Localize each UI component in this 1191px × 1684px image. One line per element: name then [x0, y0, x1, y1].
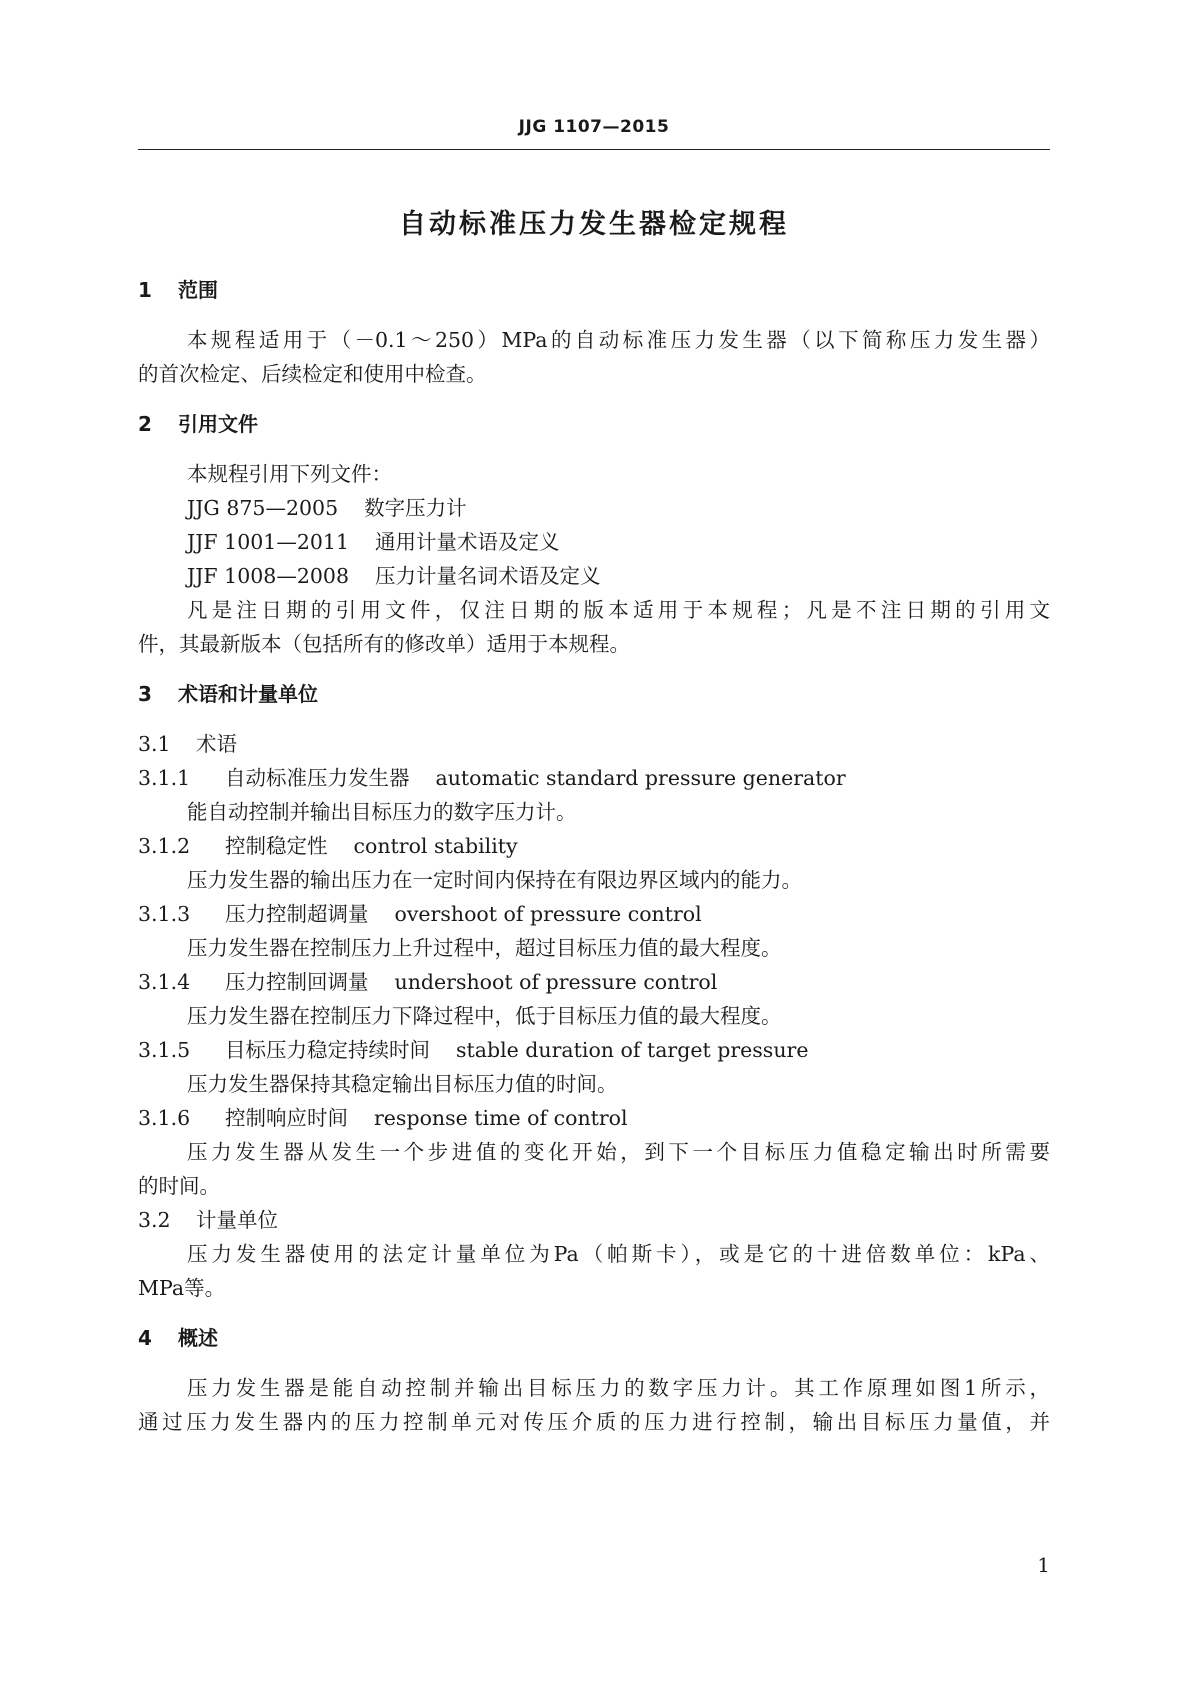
term-number: 3.1.1: [138, 766, 191, 790]
term-definition: 压力发生器在控制压力下降过程中，低于目标压力值的最大程度。: [187, 1004, 782, 1028]
page-number: 1: [1037, 1553, 1050, 1577]
term-number: 3.1.4: [138, 970, 191, 994]
paragraph-line: 件，其最新版本（包括所有的修改单）适用于本规程。: [138, 632, 630, 656]
term-cn: 自动标准压力发生器: [225, 766, 410, 790]
reference-title: 数字压力计: [364, 496, 467, 520]
term-en: undershoot of pressure control: [394, 970, 718, 994]
term-cn: 压力控制回调量: [225, 970, 369, 994]
section-title: 术语和计量单位: [178, 682, 318, 706]
section-number: 4: [138, 1326, 152, 1350]
term-number: 3.1.2: [138, 834, 191, 858]
section-title: 范围: [178, 278, 218, 302]
section-number: 2: [138, 412, 152, 436]
term-definition: 压力发生器保持其稳定输出目标压力值的时间。: [187, 1072, 618, 1096]
term-3-1-6: [138, 1104, 1050, 1132]
term-definition: 压力发生器从发生一个步进值的变化开始，到下一个目标压力值稳定输出时所需要: [187, 1140, 1050, 1164]
paragraph-line: 通过压力发生器内的压力控制单元对传压介质的压力进行控制，输出目标压力量值，并: [138, 1410, 1050, 1434]
subsection-number: 3.1: [138, 732, 171, 756]
term-number: 3.1.3: [138, 902, 191, 926]
paragraph-line: 本规程适用于（－0.1～250）MPa的自动标准压力发生器（以下简称压力发生器）: [187, 328, 1050, 352]
section-title: 引用文件: [178, 412, 258, 436]
term-cn: 目标压力稳定持续时间: [225, 1038, 430, 1062]
paragraph-line: MPa等。: [138, 1276, 226, 1300]
paragraph-line: 压力发生器是能自动控制并输出目标压力的数字压力计。其工作原理如图1所示，: [187, 1376, 1050, 1400]
section-number: 1: [138, 278, 152, 302]
term-en: automatic standard pressure generator: [435, 766, 846, 790]
reference-title: 通用计量术语及定义: [375, 530, 560, 554]
term-definition: 能自动控制并输出目标压力的数字压力计。: [187, 800, 577, 824]
reference-code: JJF 1008—2008: [187, 564, 350, 588]
term-3-1-3: [138, 900, 1050, 928]
paragraph-line: 压力发生器使用的法定计量单位为Pa（帕斯卡），或是它的十进倍数单位：kPa、: [187, 1242, 1050, 1266]
subsection-3-2-heading: [138, 1206, 1050, 1234]
term-en: stable duration of target pressure: [456, 1038, 809, 1062]
reference-item: [187, 528, 1050, 556]
term-definition: 压力发生器的输出压力在一定时间内保持在有限边界区域内的能力。: [187, 868, 802, 892]
term-en: response time of control: [374, 1106, 628, 1130]
term-en: control stability: [353, 834, 518, 858]
reference-title: 压力计量名词术语及定义: [375, 564, 601, 588]
term-3-1-5: [138, 1036, 1050, 1064]
subsection-number: 3.2: [138, 1208, 171, 1232]
reference-item: [187, 494, 1050, 522]
term-3-1-1: [138, 764, 1050, 792]
section-title: 概述: [178, 1326, 218, 1350]
section-1-heading: [138, 276, 1050, 304]
section-2-heading: [138, 410, 1050, 438]
term-cn: 控制响应时间: [225, 1106, 348, 1130]
document-title: 自动标准压力发生器检定规程: [399, 209, 789, 240]
section-number: 3: [138, 682, 152, 706]
term-en: overshoot of pressure control: [394, 902, 702, 926]
section-4-heading: [138, 1324, 1050, 1352]
term-3-1-2: [138, 832, 1050, 860]
term-3-1-4: [138, 968, 1050, 996]
running-header: JJG 1107—2015: [518, 117, 670, 137]
subsection-title: 计量单位: [196, 1208, 278, 1232]
term-definition: 压力发生器在控制压力上升过程中，超过目标压力值的最大程度。: [187, 936, 782, 960]
subsection-3-1-heading: [138, 730, 1050, 758]
term-definition-continued: 的时间。: [138, 1174, 220, 1198]
paragraph-line: 凡是注日期的引用文件，仅注日期的版本适用于本规程；凡是不注日期的引用文: [187, 598, 1050, 622]
reference-code: JJG 875—2005: [187, 496, 339, 520]
term-number: 3.1.5: [138, 1038, 191, 1062]
term-number: 3.1.6: [138, 1106, 191, 1130]
term-cn: 压力控制超调量: [225, 902, 369, 926]
paragraph-line: 的首次检定、后续检定和使用中检查。: [138, 362, 487, 386]
section-3-heading: [138, 680, 1050, 708]
subsection-title: 术语: [196, 732, 237, 756]
reference-item: [187, 562, 1050, 590]
reference-code: JJF 1001—2011: [187, 530, 350, 554]
paragraph-line: 本规程引用下列文件：: [187, 462, 392, 486]
header-rule: [138, 149, 1050, 150]
term-cn: 控制稳定性: [225, 834, 328, 858]
